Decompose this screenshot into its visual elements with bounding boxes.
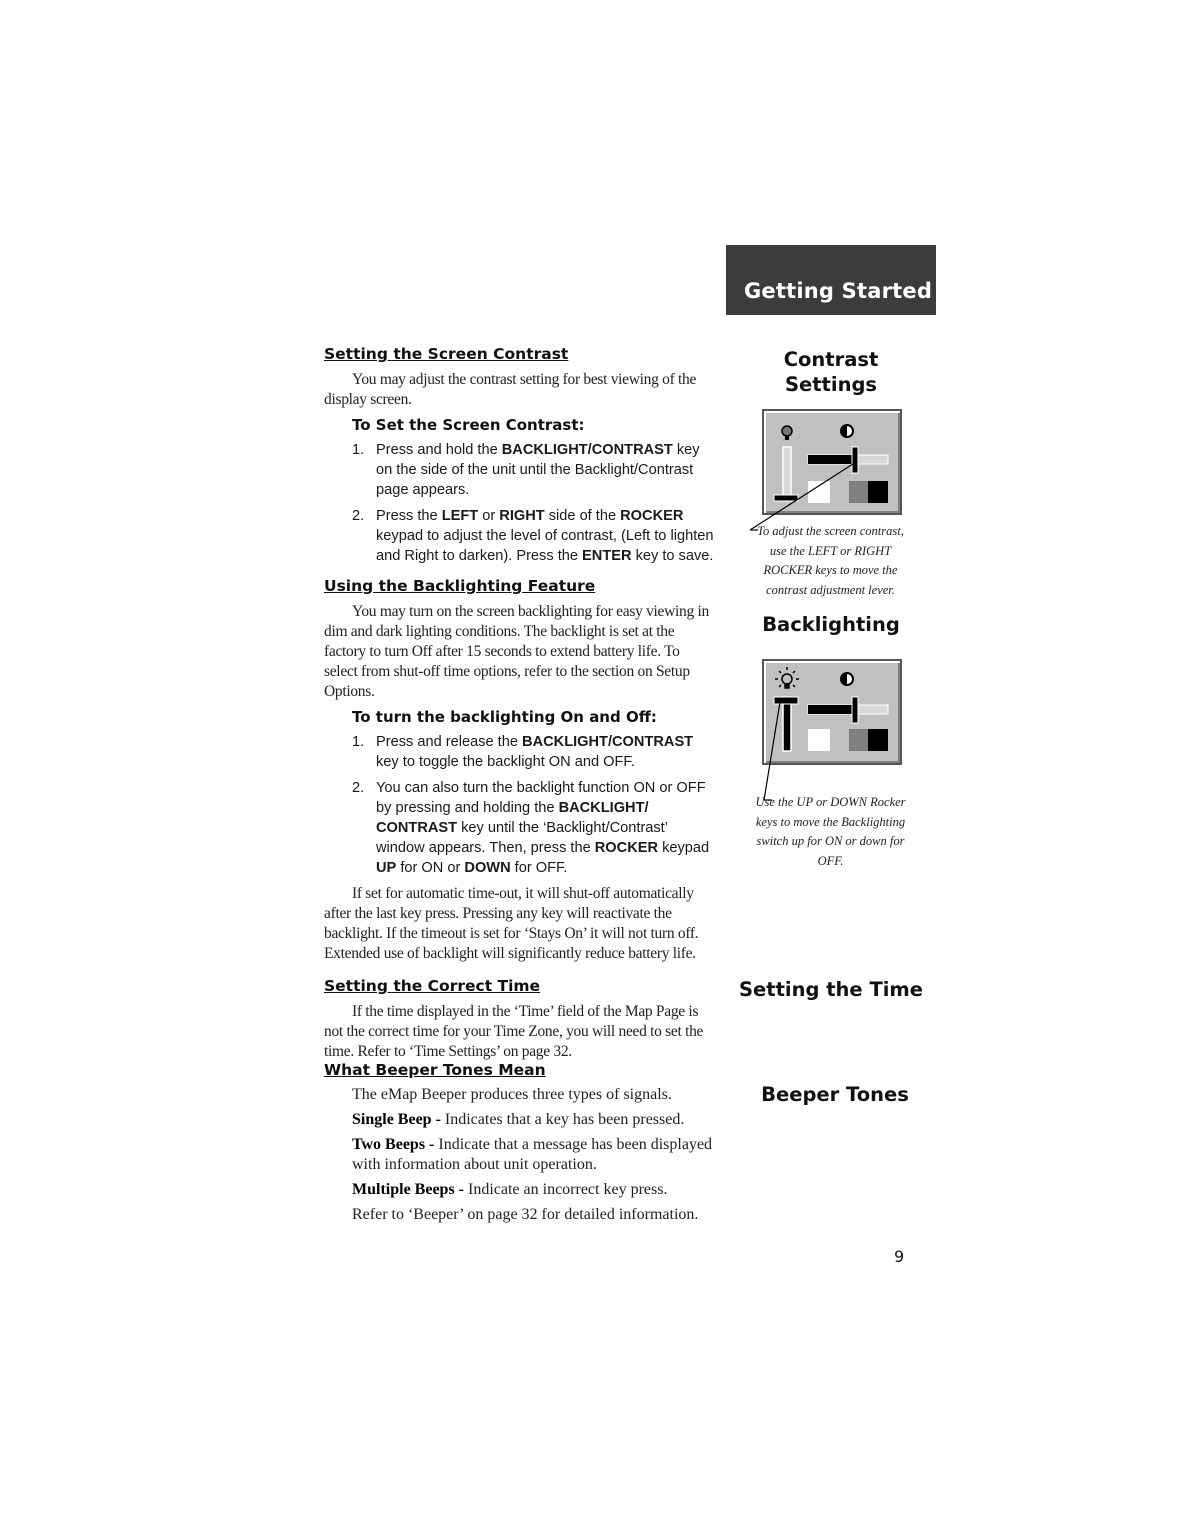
beep-label: Single Beep - [352,1111,441,1128]
beep-desc: Indicate that a message has been displayed with information about unit operation. [352,1136,713,1173]
title-line: Settings [784,373,878,396]
key-name: LEFT [441,508,479,524]
step-text: You can also turn the backlight function ON or OFF by pressing and holding the [376,780,706,816]
step-text: key until the ‘Backlight/Contrast’ window appears. Then, press the [376,820,668,856]
beep-item-multiple [352,1180,714,1200]
main-column [324,344,714,1225]
step-text: keypad [658,840,710,856]
sidebar-title-contrast [726,347,936,397]
step-number: 1. [352,442,365,458]
backlight-caption: Use the UP or DOWN Rocker keys to move the Backlighting switch up for ON or down for OFF. [755,795,906,868]
step-text: side of the [544,508,621,524]
backlight-step [352,778,714,878]
beep-desc: Indicate an incorrect key press. [464,1181,668,1198]
page-number: 9 [894,1247,905,1266]
step-text: keypad to adjust the level of contrast, (Left to lighten and Right to darken). Press the [376,528,714,564]
contrast-steps [352,440,714,566]
step-text: Press the [376,508,442,524]
beep-item-two [352,1135,714,1175]
grayscale-swatches [808,729,888,751]
sidebar-title-time: Setting the Time [739,978,923,1001]
sidebar-title-beeper: Beeper Tones [761,1083,909,1106]
beep-item-single [352,1110,714,1130]
step-text: key to save. [631,548,714,564]
heading-backlighting: Using the Backlighting Feature [324,577,596,595]
key-name: UP [376,860,397,876]
step-number: 2. [352,780,365,796]
section-tab: Getting Started [726,245,936,315]
contrast-step [352,506,714,566]
step-text: for OFF. [510,860,568,876]
key-name: BACKLIGHT/ CONTRAST [376,800,649,836]
backlight-step [352,732,714,772]
key-name: DOWN [464,860,511,876]
heading-beeper-tones: What Beeper Tones Mean [324,1061,546,1079]
step-text: Press and hold the [376,442,502,458]
half-circle-contrast-icon [841,425,853,437]
contrast-caption: To adjust the screen contrast, use the LEFT or RIGHT ROCKER keys to move the contrast adjustment lever. [757,524,904,597]
key-name: RIGHT [499,508,545,524]
step-number: 2. [352,508,365,524]
beep-desc: Indicates that a key has been pressed. [440,1111,685,1128]
heading-screen-contrast: Setting the Screen Contrast [324,345,569,363]
half-circle-contrast-icon [841,673,853,685]
backlight-note: If set for automatic time-out, it will shut-off automatically after the last key press. Pressing any key will reactivate the backlight. If the timeout is set for ‘Stays On’ it will not turn off. Extended use of backlight will significantly reduce battery life. [324,885,699,962]
step-text: for ON or [396,860,465,876]
sun-icon [775,667,799,688]
backlight-subheading: To turn the backlighting On and Off: [352,708,657,726]
beep-label: Multiple Beeps - [352,1181,464,1198]
step-text: key on the side of the unit until the Backlight/Contrast page appears. [376,442,700,498]
key-name: BACKLIGHT/CONTRAST [522,734,694,750]
step-text: key to toggle the backlight ON and OFF. [376,754,635,770]
key-name: BACKLIGHT/CONTRAST [501,442,673,458]
heading-correct-time: Setting the Correct Time [324,977,541,995]
contrast-step [352,440,714,500]
title-line: Contrast [783,348,879,371]
step-text: or [478,508,500,524]
backlight-callout-line [758,700,798,805]
beep-label: Two Beeps - [352,1136,435,1153]
key-name: ENTER [582,548,632,564]
key-name: ROCKER [594,840,659,856]
step-number: 1. [352,734,365,750]
lightbulb-icon [782,426,792,440]
backlight-intro: You may turn on the screen backlighting for easy viewing in dim and dark lighting conditions. The backlight is set at the factory to turn Off after 15 seconds to extend battery life. To select from shut-off time options, refer to the section on Setup Options. [324,603,709,700]
beeper-intro: The eMap Beeper produces three types of signals. [352,1086,672,1103]
contrast-subheading: To Set the Screen Contrast: [352,416,585,434]
beeper-footer: Refer to ‘Beeper’ on page 32 for detailed information. [352,1206,699,1223]
key-name: ROCKER [620,508,684,524]
time-body: If the time displayed in the ‘Time’ field of the Map Page is not the correct time for your Time Zone, you will need to set the time. Refer to ‘Time Settings’ on page 32. [324,1003,704,1060]
sidebar-title-backlighting: Backlighting [762,613,900,636]
backlight-steps [352,732,714,878]
contrast-intro: You may adjust the contrast setting for best viewing of the display screen. [324,371,697,408]
step-text: Press and release the [376,734,523,750]
